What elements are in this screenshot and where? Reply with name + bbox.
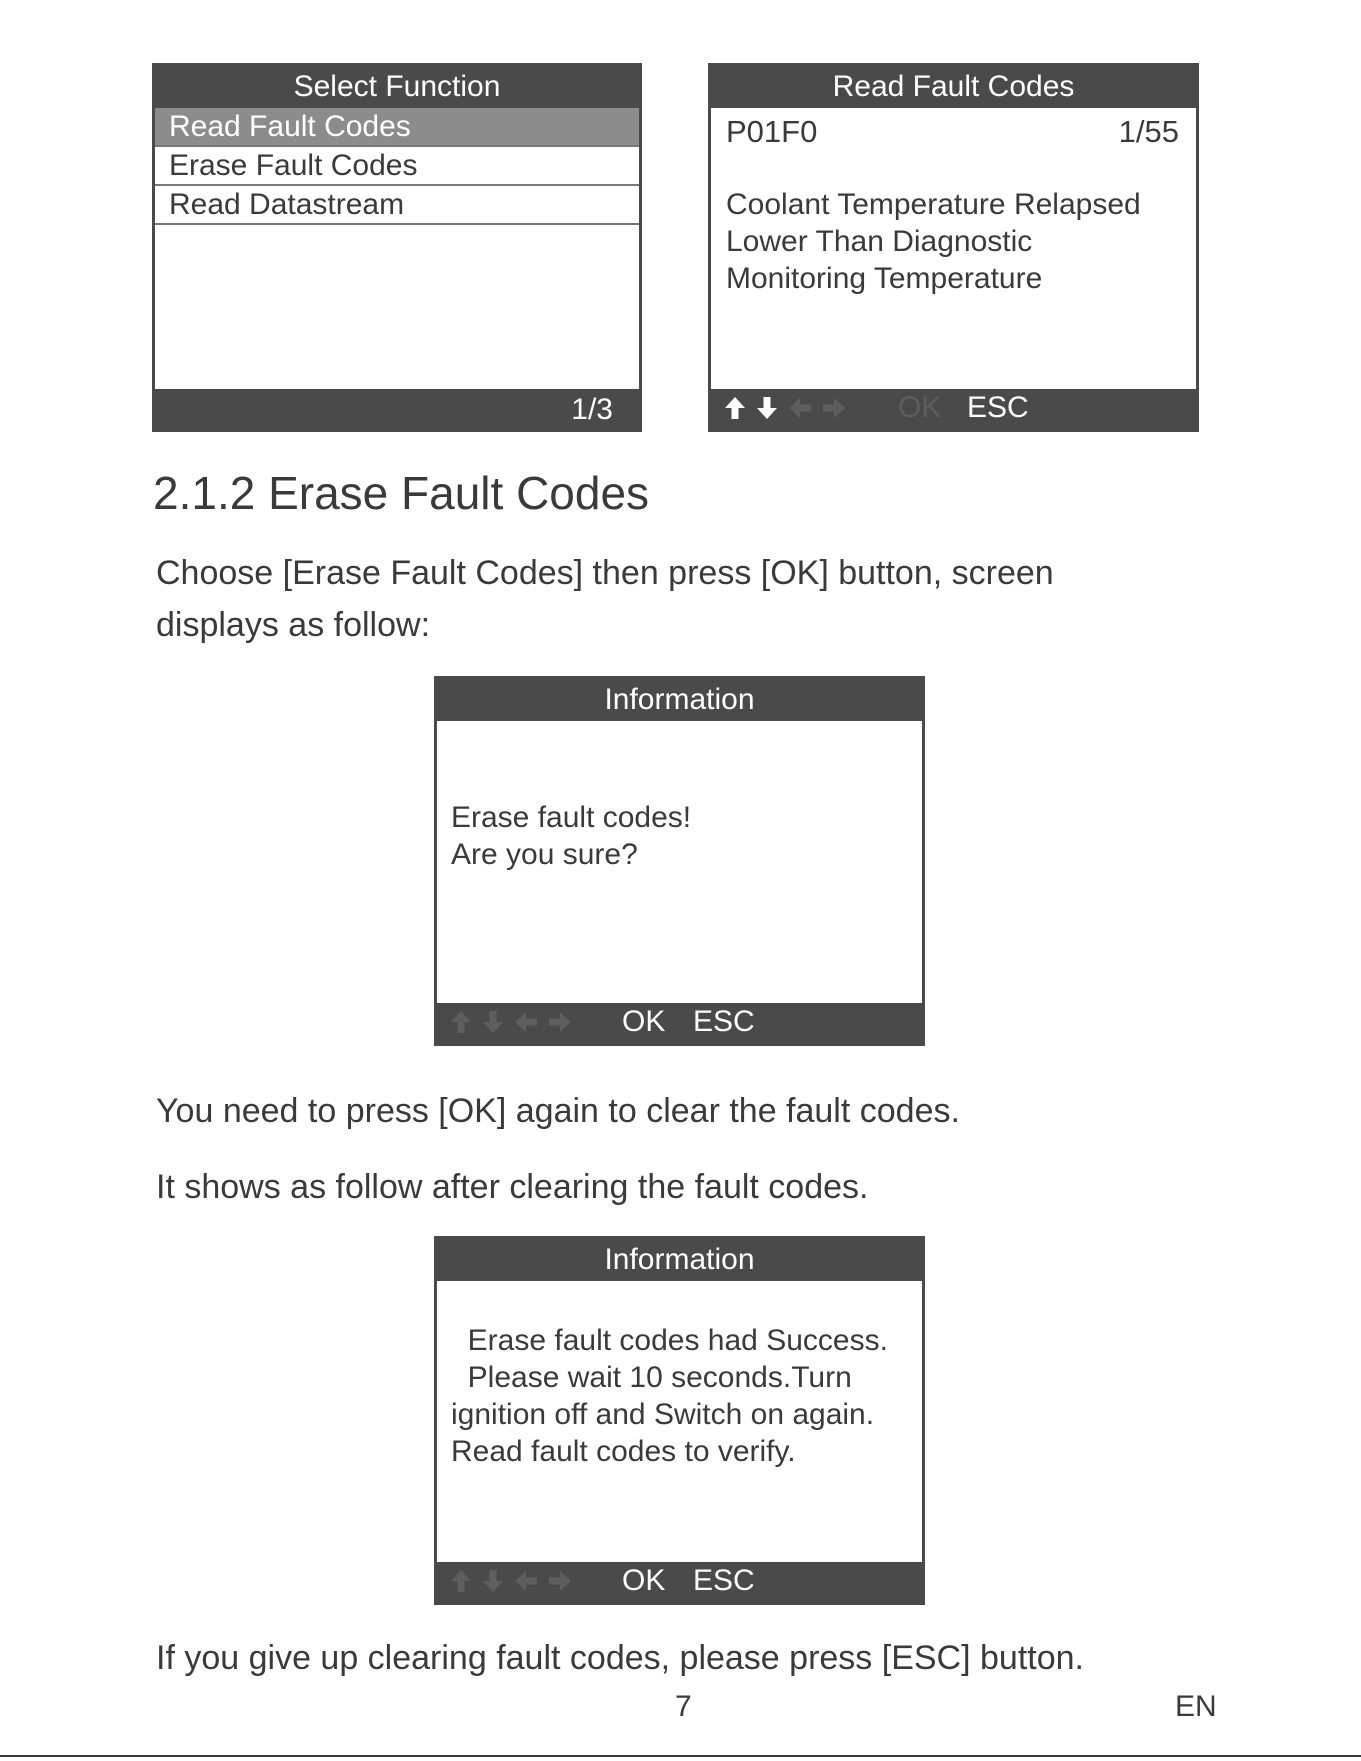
arrow-up-icon[interactable] — [723, 395, 747, 421]
arrow-left-icon[interactable] — [787, 396, 813, 420]
arrow-down-icon[interactable] — [481, 1009, 505, 1035]
arrow-down-icon[interactable] — [755, 395, 779, 421]
paragraph-choose — [156, 547, 1054, 651]
screen-title: Select Function — [155, 66, 639, 108]
arrow-up-icon[interactable] — [449, 1568, 473, 1594]
screen-footer — [437, 1562, 922, 1602]
fault-description — [726, 186, 1141, 297]
arrow-right-icon[interactable] — [547, 1010, 573, 1034]
fault-code: P01F0 — [726, 114, 818, 149]
code-counter: 1/55 — [1118, 114, 1179, 149]
arrow-right-icon[interactable] — [821, 396, 847, 420]
screen-footer — [711, 389, 1196, 429]
nav-keys — [723, 395, 847, 421]
screen-title: Information — [437, 679, 922, 721]
confirm-message: Erase fault codes! Are you sure? — [451, 801, 692, 871]
screen-footer — [437, 1003, 922, 1043]
screen-footer — [155, 389, 639, 429]
read-fault-codes-screen — [708, 63, 1199, 432]
paragraph-line: Choose [Erase Fault Codes] then press [OK] button, screen — [156, 554, 1054, 592]
menu-item-read-datastream[interactable]: Read Datastream — [155, 186, 639, 225]
description-line: Lower Than Diagnostic — [726, 225, 1033, 258]
screen-title: Information — [437, 1239, 922, 1281]
ok-key[interactable]: OK — [898, 391, 942, 424]
nav-keys — [449, 1568, 573, 1594]
success-message: Erase fault codes had Success. Please wait 10 seconds.Turn ignition off and Switch on again. Read fault codes to verify. — [451, 1324, 888, 1468]
screen-title: Read Fault Codes — [711, 66, 1196, 108]
bottom-rule — [0, 1755, 1361, 1757]
page-indicator: 1/3 — [571, 393, 613, 426]
arrow-left-icon[interactable] — [513, 1569, 539, 1593]
description-line: Coolant Temperature Relapsed — [726, 188, 1141, 221]
language-label: EN — [1175, 1690, 1217, 1723]
paragraph-line: displays as follow: — [156, 606, 431, 644]
description-line: Monitoring Temperature — [726, 262, 1043, 295]
confirm-erase-screen — [434, 676, 925, 1046]
esc-key[interactable]: ESC — [693, 1564, 755, 1597]
section-heading: 2.1.2 Erase Fault Codes — [153, 467, 650, 519]
ok-key[interactable]: OK — [622, 1005, 666, 1038]
page-number: 7 — [675, 1690, 692, 1723]
paragraph-after-clearing: It shows as follow after clearing the fault codes. — [156, 1168, 869, 1206]
arrow-up-icon[interactable] — [449, 1009, 473, 1035]
select-function-screen — [152, 63, 642, 432]
menu-item-read-fault-codes[interactable]: Read Fault Codes — [155, 108, 639, 147]
esc-key[interactable]: ESC — [967, 391, 1029, 424]
arrow-left-icon[interactable] — [513, 1010, 539, 1034]
paragraph-press-ok: You need to press [OK] again to clear the fault codes. — [156, 1092, 960, 1130]
arrow-down-icon[interactable] — [481, 1568, 505, 1594]
nav-keys — [449, 1009, 573, 1035]
erase-success-screen — [434, 1236, 925, 1605]
paragraph-give-up: If you give up clearing fault codes, please press [ESC] button. — [156, 1639, 1084, 1677]
esc-key[interactable]: ESC — [693, 1005, 755, 1038]
arrow-right-icon[interactable] — [547, 1569, 573, 1593]
menu-item-erase-fault-codes[interactable]: Erase Fault Codes — [155, 147, 639, 186]
ok-key[interactable]: OK — [622, 1564, 666, 1597]
